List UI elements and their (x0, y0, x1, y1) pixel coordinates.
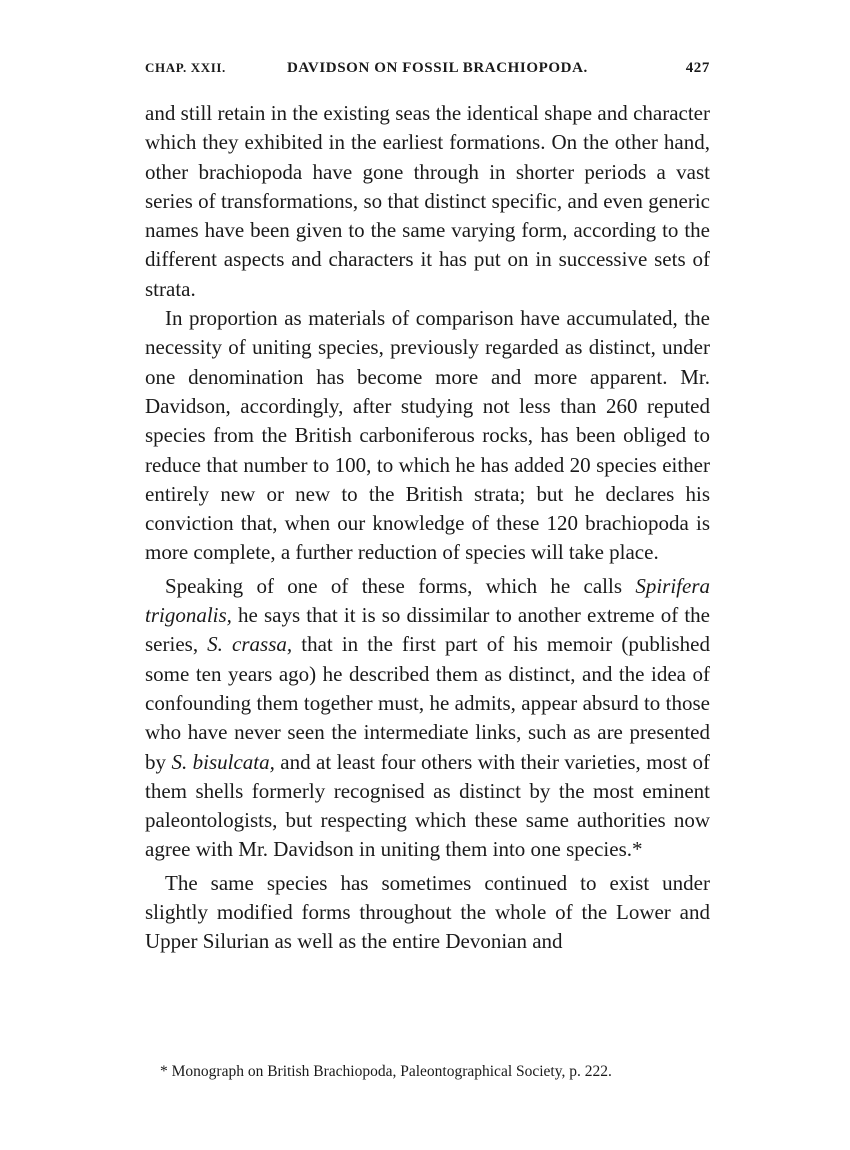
page-number: 427 (685, 60, 710, 76)
paragraph-proportion: In proportion as materials of comparison have accumulated, the necessity of uniting species, previously regarded as distinct, under one denomination has become more and more apparent. Mr. Davidson, accordingly, after studying not less than 260 reputed species from the British carboniferous rocks, has been obliged to reduce that number to 100, to which he has added 20 species either entirely new or new to the British strata; but he declares his conviction that, when our knowledge of these 120 brachiopoda is more complete, a further reduction of species will take place. (145, 306, 710, 565)
species-name-italic: Spirifera trigonalis, (145, 573, 710, 628)
footnote: * Monograph on British Brachiopoda, Paleontographical Society, p. 222. (160, 1063, 612, 1080)
species-name-italic: S. bisulcata, (171, 749, 275, 774)
paragraph-text: he says that it is so dissimilar to another extreme of the series, (145, 603, 710, 657)
paragraph-text: Speaking of one of these forms, which he calls (165, 573, 636, 598)
paragraph-speaking (145, 572, 710, 865)
paragraph-text: and at least four others with their varieties, most of them shells formerly recognised as distinct by the most eminent paleontologists, but respecting which these same authorities now agree with Mr. Davidson in uniting them into one species.* (145, 749, 710, 862)
species-name-italic: S. crassa, (207, 632, 293, 657)
paragraph-same-species: The same species has sometimes continued to exist under slightly modified forms throughout the whole of the Lower and Upper Silurian as well as the entire Devonian and (145, 870, 710, 954)
running-head (145, 60, 710, 84)
paragraph-continued: and still retain in the existing seas the identical shape and character which they exhibited in the earliest formations. On the other hand, other brachiopoda have gone through in shorter periods a vast series of transformations, so that distinct specific, and even generic names have been given to the same varying form, according to the different aspects and characters it has put on in successive sets of strata. (145, 101, 710, 301)
chapter-label: CHAP. XXII. (145, 60, 226, 75)
body-text (145, 99, 710, 957)
page-header-title: DAVIDSON ON FOSSIL BRACHIOPODA. (287, 60, 588, 76)
paragraph-text: that in the first part of his memoir (published some ten years ago) he described them as distinct, and the idea of confounding them together must, he admits, appear absurd to those who have never seen the intermediate links, such as are presented by (145, 632, 710, 774)
